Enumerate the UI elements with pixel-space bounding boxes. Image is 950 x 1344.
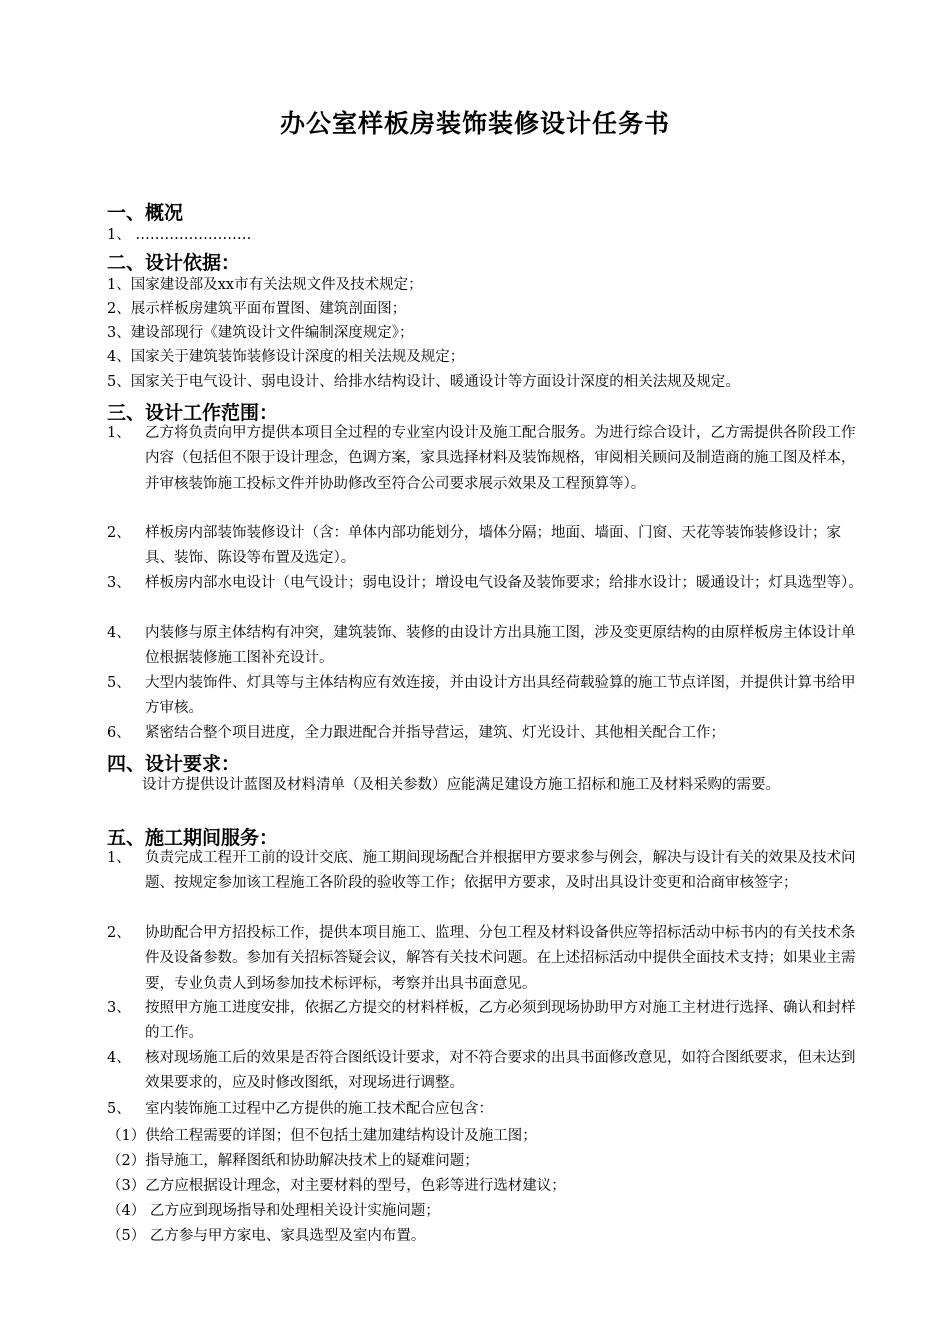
item-number: 2、 <box>107 525 131 541</box>
item-number: 1、 <box>107 850 131 866</box>
item-text: 协助配合甲方招投标工作，提供本项目施工、监理、分包工程及材料设备供应等招标活动中标书内的有关技术条件及设备参数。参加有关招标答疑会议，解答有关技术问题。在上述招标活动中提供全面技术支持；如果业主需要，专业负责人到场参加技术标评标，考察并出具书面意见。 <box>145 925 856 992</box>
service-subitem: （3）乙方应根据设计理念，对主要材料的型号，色彩等进行选材建议； <box>107 1178 566 1194</box>
service-item <box>107 1097 867 1122</box>
item-text: 大型内装饰件、灯具等与主体结构应有效连接，并由设计方出具经荷载验算的施工节点详图，并提供计算书给甲方审核。 <box>145 675 856 717</box>
item-text: 室内装饰施工过程中乙方提供的施工技术配合应包含： <box>145 1101 493 1117</box>
section-heading-scope: 三、设计工作范围： <box>107 402 279 424</box>
document-title: 办公室样板房装饰装修设计任务书 <box>279 109 670 138</box>
service-item <box>107 1046 867 1097</box>
scope-item <box>107 521 867 572</box>
item-number: 4、 <box>107 625 131 641</box>
item-text: 样板房内部装饰装修设计（含：单体内部功能划分，墙体分隔；地面、墙面、门窗、天花等装饰装修设计；家具、装饰、陈设等布置及选定）。 <box>145 525 841 567</box>
basis-item: 5、国家关于电气设计、弱电设计、给排水结构设计、暖通设计等方面设计深度的相关法规及规定。 <box>107 374 740 390</box>
item-number: 3、 <box>107 575 131 591</box>
item-number: 5、 <box>107 675 131 691</box>
item-number: 4、 <box>107 1050 131 1066</box>
item-text: 乙方将负责向甲方提供本项目全过程的专业室内设计及施工配合服务。为进行综合设计，乙方需提供各阶段工作内容（包括但不限于设计理念，色调方案，家具选择材料及装饰规格，审阅相关顾问及制造商的施工图及样本，并审核装饰施工投标文件并协助修改至符合公司要求展示效果及工程预算等）。 <box>145 425 856 492</box>
item-text: 内装修与原主体结构有冲突，建筑装饰、装修的由设计方出具施工图，涉及变更原结构的由原样板房主体设计单位根据装修施工图补充设计。 <box>145 625 856 667</box>
basis-item: 1、国家建设部及xx市有关法规文件及技术规定； <box>107 277 423 293</box>
section-heading-basis: 二、设计依据： <box>107 252 241 274</box>
service-subitem: （4） 乙方应到现场指导和处理相关设计实施问题； <box>107 1203 440 1219</box>
section-heading-overview: 一、概况 <box>107 202 184 224</box>
service-subitem: （2）指导施工，解释图纸和协助解决技术上的疑难问题； <box>107 1153 479 1169</box>
overview-line: 1、 …………………… <box>107 227 252 243</box>
item-text: 负责完成工程开工前的设计交底、施工期间现场配合并根据甲方要求参与例会，解决与设计有关的效果及技术问题、按规定参加该工程施工各阶段的验收等工作；依据甲方要求，及时出具设计变更和洽商审核签字； <box>145 850 856 892</box>
item-number: 1、 <box>107 425 131 441</box>
item-number: 5、 <box>107 1101 131 1117</box>
item-number: 3、 <box>107 1000 131 1016</box>
basis-item: 2、展示样板房建筑平面布置图、建筑剖面图； <box>107 301 407 317</box>
item-text: 按照甲方施工进度安排，依据乙方提交的材料样板，乙方必须到现场协助甲方对施工主材进行选择、确认和封样的工作。 <box>145 1000 856 1042</box>
scope-item <box>107 421 867 497</box>
section-heading-requirements: 四、设计要求： <box>107 753 241 775</box>
service-subitem: （1）供给工程需要的详图；但不包括土建加建结构设计及施工图； <box>107 1128 537 1144</box>
service-item <box>107 846 867 897</box>
basis-item: 4、国家关于建筑装饰装修设计深度的相关法规及规定； <box>107 349 465 365</box>
scope-item <box>107 621 867 672</box>
item-number: 6、 <box>107 725 131 741</box>
scope-item <box>107 721 867 746</box>
item-number: 2、 <box>107 925 131 941</box>
requirements-text: 设计方提供设计蓝图及材料清单（及相关参数）应能满足建设方施工招标和施工及材料采购的需要。 <box>142 777 780 793</box>
item-text: 样板房内部水电设计（电气设计；弱电设计；增设电气设备及装饰要求；给排水设计；暖通设计；灯具选型等）。 <box>145 575 863 591</box>
service-subitem: （5） 乙方参与甲方家电、家具选型及室内布置。 <box>107 1228 426 1244</box>
scope-item <box>107 571 867 596</box>
service-item <box>107 921 867 997</box>
service-item <box>107 996 867 1047</box>
section-heading-construction-service: 五、施工期间服务： <box>107 827 279 849</box>
scope-item <box>107 671 867 722</box>
item-text: 核对现场施工后的效果是否符合图纸设计要求，对不符合要求的出具书面修改意见，如符合图纸要求，但未达到效果要求的，应及时修改图纸，对现场进行调整。 <box>145 1050 856 1092</box>
basis-item: 3、建设部现行《建筑设计文件编制深度规定》； <box>107 325 414 341</box>
item-text: 紧密结合整个项目进度，全力跟进配合并指导营运，建筑、灯光设计、其他相关配合工作； <box>145 725 725 741</box>
